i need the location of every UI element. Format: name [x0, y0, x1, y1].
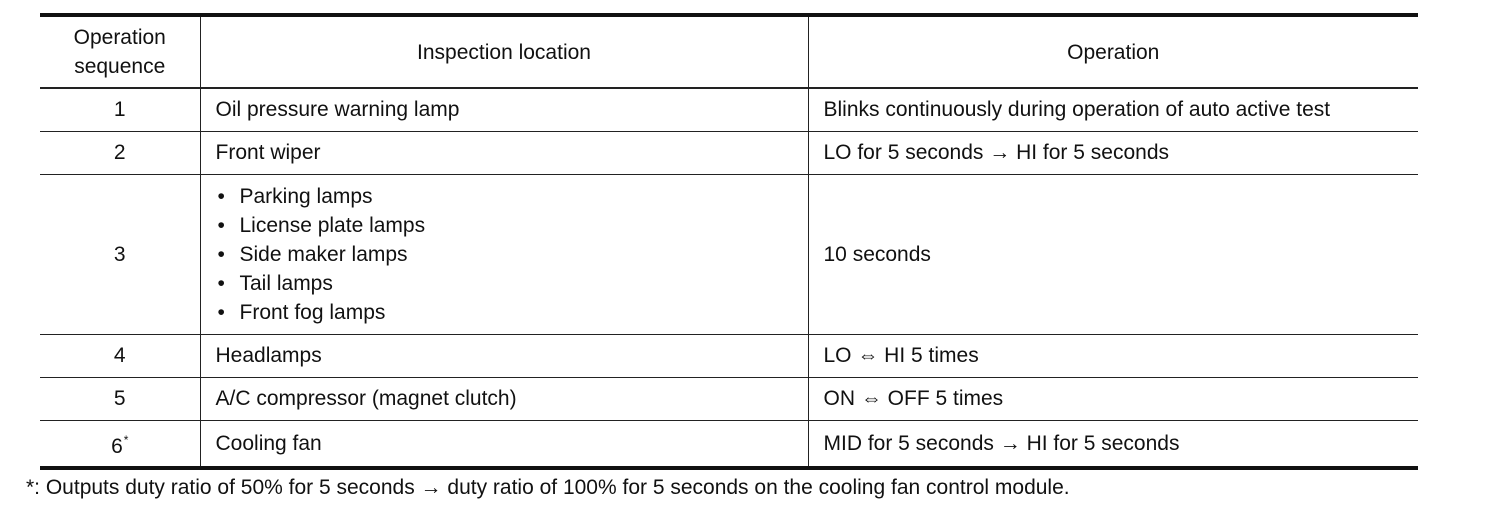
list-item: • Parking lamps	[216, 182, 793, 211]
table-row	[40, 377, 1418, 420]
header-row	[40, 15, 1418, 88]
list-item: • Front fog lamps	[216, 298, 793, 327]
active-test-table	[40, 13, 1418, 470]
list-item: • License plate lamps	[216, 211, 793, 240]
table-body	[40, 88, 1418, 468]
location-cell: Cooling fan	[200, 420, 808, 468]
header-inspection-location: Inspection location	[200, 15, 808, 88]
location-cell	[200, 174, 808, 334]
operation-cell: LO for 5 seconds → HI for 5 seconds	[808, 131, 1418, 174]
header-operation-sequence	[40, 15, 200, 88]
table-row	[40, 88, 1418, 131]
table-row	[40, 131, 1418, 174]
operation-cell: 10 seconds	[808, 174, 1418, 334]
table-row	[40, 420, 1418, 468]
sequence-cell: 5	[40, 377, 200, 420]
operation-cell: ON ⇔ OFF 5 times	[808, 377, 1418, 420]
header-operation: Operation	[808, 15, 1418, 88]
sequence-cell: 2	[40, 131, 200, 174]
operation-cell: LO ⇔ HI 5 times	[808, 334, 1418, 377]
sequence-cell	[40, 420, 200, 468]
footnote-marker: *	[123, 432, 129, 447]
location-cell: Headlamps	[200, 334, 808, 377]
operation-cell: Blinks continuously during operation of auto active test	[808, 88, 1418, 131]
table-row	[40, 174, 1418, 334]
sequence-number: 6	[111, 434, 123, 458]
footnote: *: Outputs duty ratio of 50% for 5 seconds → duty ratio of 100% for 5 seconds on the cooling fan control module.	[26, 476, 1070, 499]
list-item: • Side maker lamps	[216, 240, 793, 269]
location-cell: Front wiper	[200, 131, 808, 174]
sequence-cell: 4	[40, 334, 200, 377]
header-sequence-line2: sequence	[74, 55, 166, 78]
location-cell: A/C compressor (magnet clutch)	[200, 377, 808, 420]
header-sequence-line1: Operation	[73, 26, 166, 49]
sequence-cell: 1	[40, 88, 200, 131]
table-row	[40, 334, 1418, 377]
location-bullet-list	[216, 182, 793, 327]
operation-cell: MID for 5 seconds → HI for 5 seconds	[808, 420, 1418, 468]
location-cell: Oil pressure warning lamp	[200, 88, 808, 131]
table-header	[40, 15, 1418, 88]
sequence-cell: 3	[40, 174, 200, 334]
list-item: • Tail lamps	[216, 269, 793, 298]
